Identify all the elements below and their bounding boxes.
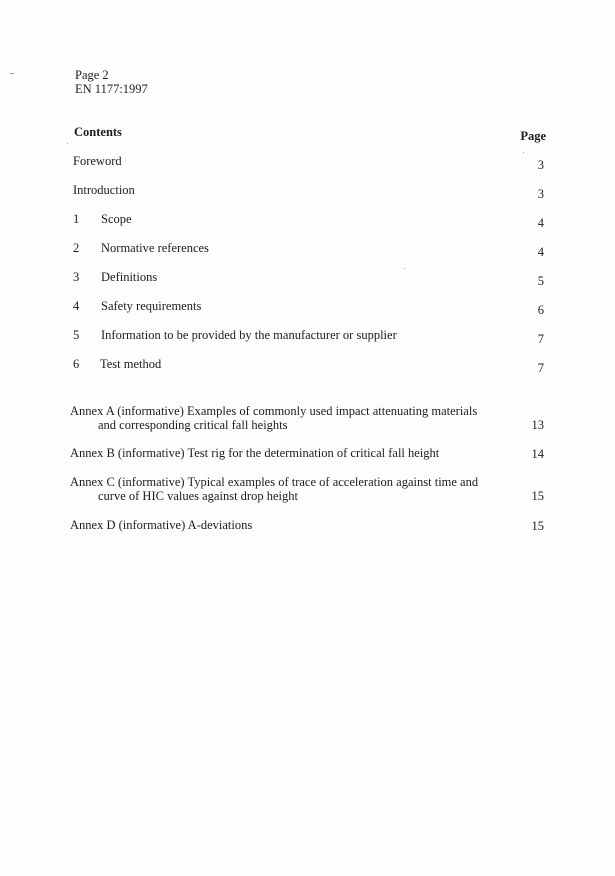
toc-page: 3 [537, 187, 544, 201]
annex-line: Annex A (informative) Examples of commonly used impact attenuating materials [70, 404, 478, 418]
toc-entry-annex-a[interactable] [70, 404, 477, 432]
toc-page: 4 [537, 216, 544, 230]
toc-page: 15 [531, 489, 544, 503]
toc-clause-number: 5 [73, 328, 80, 342]
toc-clause-number: 2 [73, 241, 80, 255]
toc-entry-test-method[interactable]: Test method [100, 357, 162, 371]
toc-clause-number: 1 [73, 212, 80, 226]
toc-entry-normative-references[interactable]: Normative references [101, 241, 209, 255]
page-number: Page 2 [75, 68, 109, 82]
scan-speck [404, 268, 405, 269]
toc-clause-number: 4 [73, 299, 80, 313]
toc-page: 4 [537, 245, 544, 259]
toc-page: 13 [531, 418, 544, 432]
toc-entry-annex-d[interactable] [70, 518, 252, 532]
toc-page: 6 [537, 303, 544, 317]
toc-entry-definitions[interactable]: Definitions [101, 270, 158, 284]
toc-entry-scope[interactable]: Scope [101, 212, 132, 226]
annex-line: Annex B (informative) Test rig for the determination of critical fall height [70, 446, 440, 460]
toc-entry-foreword[interactable]: Foreword [73, 154, 122, 168]
scan-speck [10, 73, 14, 74]
toc-page: 7 [537, 332, 544, 346]
toc-clause-number: 3 [73, 270, 80, 284]
toc-page: 14 [531, 447, 544, 461]
toc-entry-annex-b[interactable] [70, 446, 439, 460]
annex-line-continued: and corresponding critical fall heights [98, 418, 288, 432]
toc-page: 15 [531, 519, 544, 533]
annex-line: Annex D (informative) A-deviations [70, 518, 253, 532]
toc-page: 3 [537, 158, 544, 172]
annex-line: Annex C (informative) Typical examples of trace of acceleration against time and [70, 475, 479, 489]
standard-number: EN 1177:1997 [75, 82, 148, 96]
contents-title: Contents [74, 125, 122, 139]
page-column-label: Page [520, 129, 546, 143]
toc-page: 7 [537, 361, 544, 375]
scan-speck [523, 152, 524, 153]
toc-entry-information[interactable]: Information to be provided by the manufacturer or supplier [101, 328, 397, 342]
toc-entry-introduction[interactable]: Introduction [73, 183, 135, 197]
toc-clause-number: 6 [73, 357, 80, 371]
toc-page: 5 [537, 274, 544, 288]
scan-speck [67, 143, 68, 144]
toc-entry-safety-requirements[interactable]: Safety requirements [101, 299, 202, 313]
toc-entry-annex-c[interactable] [70, 475, 478, 503]
annex-line-continued: curve of HIC values against drop height [98, 489, 298, 503]
